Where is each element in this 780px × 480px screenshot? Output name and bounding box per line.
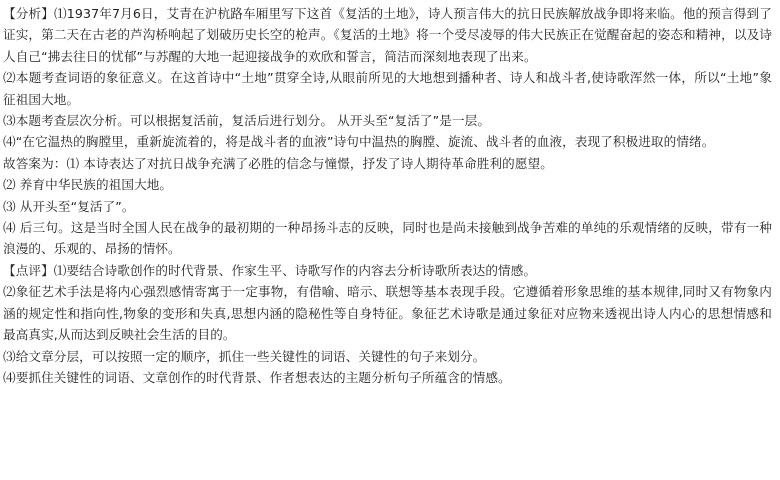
comment-paragraph-3: ⑶给文章分层，可以按照一定的顺序，抓住一些关键性的词语、关键性的句子来划分。	[3, 348, 486, 364]
comment-paragraph-2: ⑵象征艺术手法是将内心强烈感情寄寓于一定事物，有借喻、暗示、联想等基本表现手段。它遵循着形象思维的基本规律,同时又有物象内涵的规定性和指向性,物象的变形和失真,思想内涵的隐秘性等自身特征。象征艺术诗歌是通过象征对应物来透视出诗人内心的思想情感和最高真实,从而达到反映社会生活的目的。	[3, 284, 772, 343]
comment-text-1: ⑴要结合诗歌创作的时代背景、作家生平、诗歌写作的内容去分析诗歌所表达的情感。	[53, 262, 537, 278]
comment-paragraph-4: ⑷要抓住关键性的词语、文章创作的时代背景、作者想表达的主题分析句子所蕴含的情感。	[3, 369, 511, 385]
answer-line-2: ⑵ 养育中华民族的祖国大地。	[3, 177, 173, 193]
analysis-paragraph-1	[3, 3, 772, 67]
comment-tag: 【点评】	[3, 262, 54, 278]
comment-paragraph-1	[3, 260, 772, 281]
analysis-paragraph-4: ⑷“在它温热的胸膛里，重新旋流着的，将是战斗者的血液”诗句中温热的胸膛、旋流、战斗者的血液，表现了积极进取的情绪。	[3, 134, 715, 150]
answer-line-3: ⑶ 从开头至“复活了”。	[3, 198, 135, 214]
analysis-tag: 【分析】	[3, 6, 54, 21]
analysis-paragraph-3: ⑶本题考查层次分析。可以根据复活前，复活后进行划分。 从开头至“复活了”是一层。	[3, 113, 491, 129]
answer-line-1: 故答案为：⑴ 本诗表达了对抗日战争充满了必胜的信念与憧憬，抒发了诗人期待革命胜利的愿望。	[3, 155, 553, 171]
answer-line-4: ⑷ 后三句。这是当时全国人民在战争的最初期的一种昂扬斗志的反映，同时也是尚未接触到战争苦难的单纯的乐观情绪的反映，带有一种浪漫的、乐观的、昂扬的情怀。	[3, 220, 772, 257]
analysis-paragraph-2: ⑵本题考查词语的象征意义。在这首诗中“土地”贯穿全诗,从眼前所见的大地想到播种者、诗人和战斗者,使诗歌浑然一体，所以“土地”象征祖国大地。	[3, 70, 772, 107]
analysis-text-1: ⑴1937年7月6日，艾青在沪杭路车厢里写下这首《复活的土地》，诗人预言伟大的抗日民族解放战争即将来临。他的预言得到了证实，第二天在古老的芦沟桥响起了划破历史长空的枪声。《复活的土地》将一个受尽凌辱的伟大民族正在觉醒奋起的姿态和精神，以及诗人自己“拂去往日的忧郁”与苏醒的大地一起迎接战争的欢欣和誓言，简洁而深刻地表现了出来。	[3, 6, 772, 64]
